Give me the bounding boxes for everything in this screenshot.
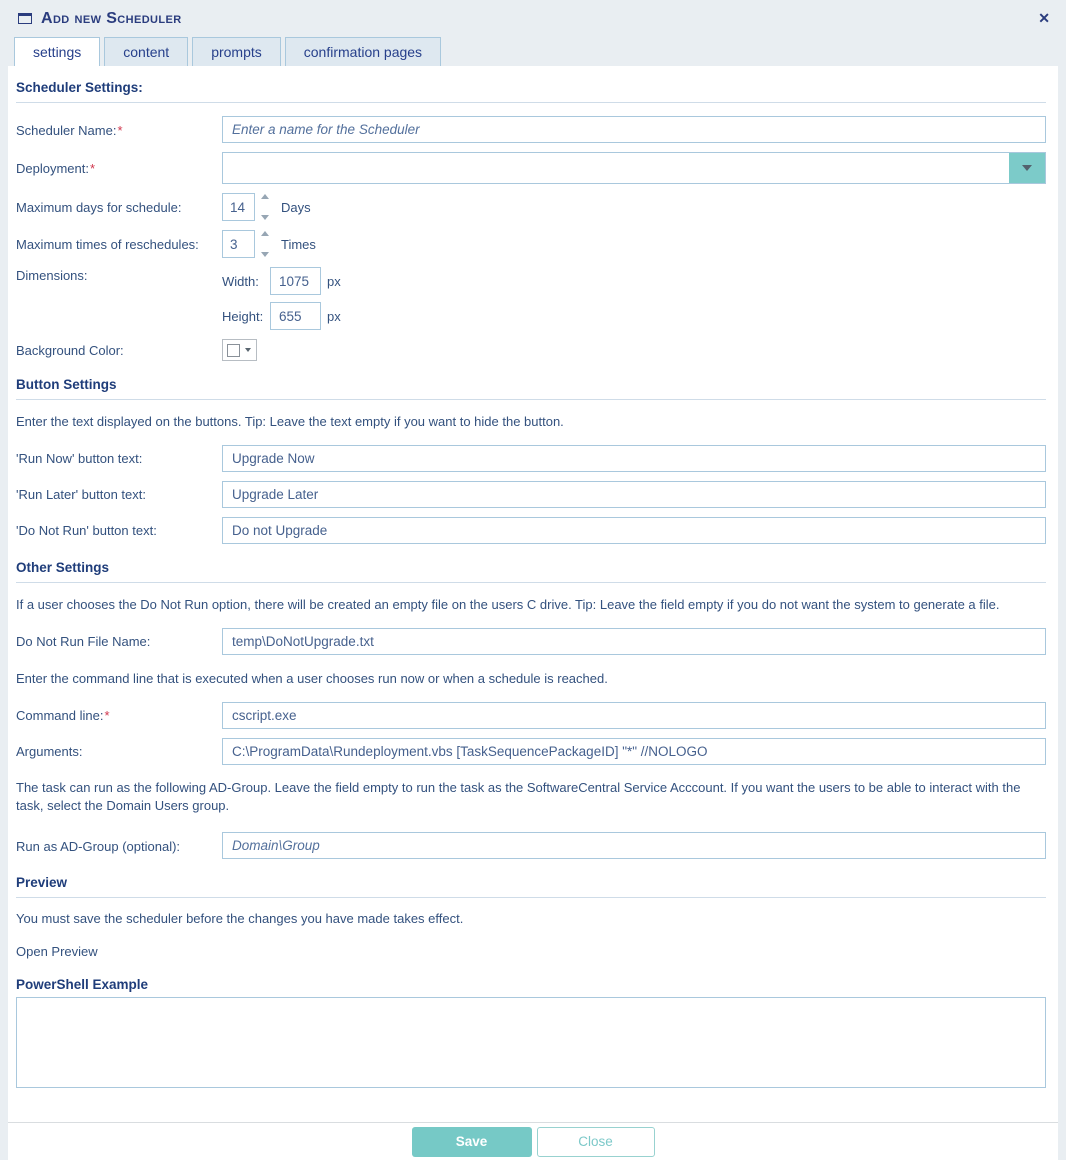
command-line-description: Enter the command line that is executed when a user chooses run now or when a schedule is reached.: [16, 670, 608, 686]
section-divider: [16, 582, 1046, 583]
arguments-input[interactable]: [222, 738, 1046, 765]
tab-settings[interactable]: settings: [14, 37, 100, 66]
deployment-label: Deployment:*: [16, 161, 96, 176]
background-color-picker[interactable]: [222, 339, 257, 361]
dimensions-label: Dimensions:: [16, 268, 88, 283]
scheduler-name-input[interactable]: [222, 116, 1046, 143]
settings-tab-content: [8, 66, 1058, 1122]
run-now-label: 'Run Now' button text:: [16, 451, 143, 467]
section-divider: [16, 897, 1046, 898]
run-as-ad-group-row: [16, 832, 1046, 859]
max-days-spinner: [222, 193, 269, 221]
height-input[interactable]: [270, 302, 321, 330]
powershell-example-heading: PowerShell Example: [16, 977, 149, 993]
command-line-row: [16, 702, 1046, 729]
deployment-row: [16, 152, 1046, 184]
powershell-example-textarea[interactable]: [16, 997, 1046, 1088]
max-days-input[interactable]: [222, 193, 255, 221]
max-times-row: [16, 230, 1046, 258]
tab-bar: [0, 37, 1066, 66]
tab-content[interactable]: content: [104, 37, 188, 66]
scheduler-name-row: [16, 116, 1046, 143]
deployment-select[interactable]: [222, 152, 1046, 184]
dialog-title: Add new Scheduler: [41, 9, 182, 27]
run-later-row: [16, 481, 1046, 508]
do-not-run-file-row: [16, 628, 1046, 655]
preview-heading: Preview: [16, 875, 68, 891]
max-times-label: Maximum times of reschedules:: [16, 237, 199, 252]
max-days-spin-arrows[interactable]: [261, 193, 269, 221]
spinner-up-icon[interactable]: [261, 231, 269, 236]
max-times-unit: Times: [281, 236, 316, 252]
section-divider: [16, 102, 1046, 103]
tab-confirmation-pages[interactable]: confirmation pages: [285, 37, 441, 66]
height-label: Height:: [222, 308, 264, 324]
required-asterisk: *: [104, 708, 110, 724]
arguments-label: Arguments:: [16, 744, 83, 760]
dimensions-row: [16, 267, 1046, 330]
width-row: [222, 267, 341, 295]
max-days-row: [16, 193, 1046, 221]
ad-group-description: The task can run as the following AD-Group. Leave the field empty to run the task as the SoftwareCentral Service Acccount. If you want the users to be able to interact with the task, select the Domain Users group.: [16, 779, 1021, 814]
dialog-footer: [8, 1122, 1058, 1160]
width-input[interactable]: [270, 267, 321, 295]
other-settings-heading: Other Settings: [16, 559, 110, 575]
close-icon[interactable]: ✕: [1038, 10, 1050, 26]
dialog-panel: [8, 66, 1058, 1160]
height-unit: px: [327, 308, 341, 324]
scheduler-settings-heading: Scheduler Settings:: [16, 80, 143, 95]
run-later-input[interactable]: [222, 481, 1046, 508]
preview-note: You must save the scheduler before the changes you have made takes effect.: [16, 911, 464, 927]
max-times-spinner: [222, 230, 269, 258]
run-as-ad-group-input[interactable]: [222, 832, 1046, 859]
do-not-run-row: [16, 517, 1046, 544]
height-row: [222, 302, 341, 330]
command-line-input[interactable]: [222, 702, 1046, 729]
max-times-spin-arrows[interactable]: [261, 230, 269, 258]
do-not-run-label: 'Do Not Run' button text:: [16, 523, 157, 539]
required-asterisk: *: [117, 122, 123, 138]
required-asterisk: *: [89, 161, 96, 176]
run-later-label: 'Run Later' button text:: [16, 487, 146, 503]
run-now-input[interactable]: [222, 445, 1046, 472]
close-button[interactable]: Close: [537, 1127, 655, 1157]
run-now-row: [16, 445, 1046, 472]
do-not-run-file-label: Do Not Run File Name:: [16, 634, 151, 650]
chevron-down-icon: [1022, 165, 1032, 171]
width-label: Width:: [222, 273, 259, 289]
dimensions-fields: [222, 267, 341, 330]
tab-prompts[interactable]: prompts: [192, 37, 281, 66]
width-unit: px: [327, 273, 341, 289]
deployment-dropdown-button[interactable]: [1009, 153, 1045, 183]
window-icon: [18, 13, 32, 24]
command-line-label: Command line:*: [16, 708, 110, 724]
do-not-run-input[interactable]: [222, 517, 1046, 544]
arguments-row: [16, 738, 1046, 765]
background-color-row: [16, 339, 1046, 361]
save-button[interactable]: Save: [412, 1127, 532, 1157]
color-swatch: [227, 344, 240, 357]
scheduler-name-label: Scheduler Name:*: [16, 122, 123, 138]
open-preview-link[interactable]: Open Preview: [16, 944, 98, 960]
max-days-label: Maximum days for schedule:: [16, 200, 182, 215]
section-divider: [16, 399, 1046, 400]
button-settings-description: Enter the text displayed on the buttons. Tip: Leave the text empty if you want to hide the button.: [16, 414, 564, 429]
dialog-titlebar: [0, 0, 1066, 37]
run-as-ad-group-label: Run as AD-Group (optional):: [16, 838, 181, 854]
chevron-down-icon: [245, 348, 251, 352]
do-not-run-file-input[interactable]: [222, 628, 1046, 655]
max-times-input[interactable]: [222, 230, 255, 258]
do-not-run-file-description: If a user chooses the Do Not Run option, there will be created an empty file on the users C drive. Tip: Leave the field empty if you do not want the system to generate a file.: [16, 596, 1000, 612]
max-days-unit: Days: [281, 199, 311, 215]
spinner-down-icon[interactable]: [261, 215, 269, 220]
spinner-down-icon[interactable]: [261, 252, 269, 257]
button-settings-heading: Button Settings: [16, 377, 117, 392]
spinner-up-icon[interactable]: [261, 194, 269, 199]
background-color-label: Background Color:: [16, 343, 124, 358]
